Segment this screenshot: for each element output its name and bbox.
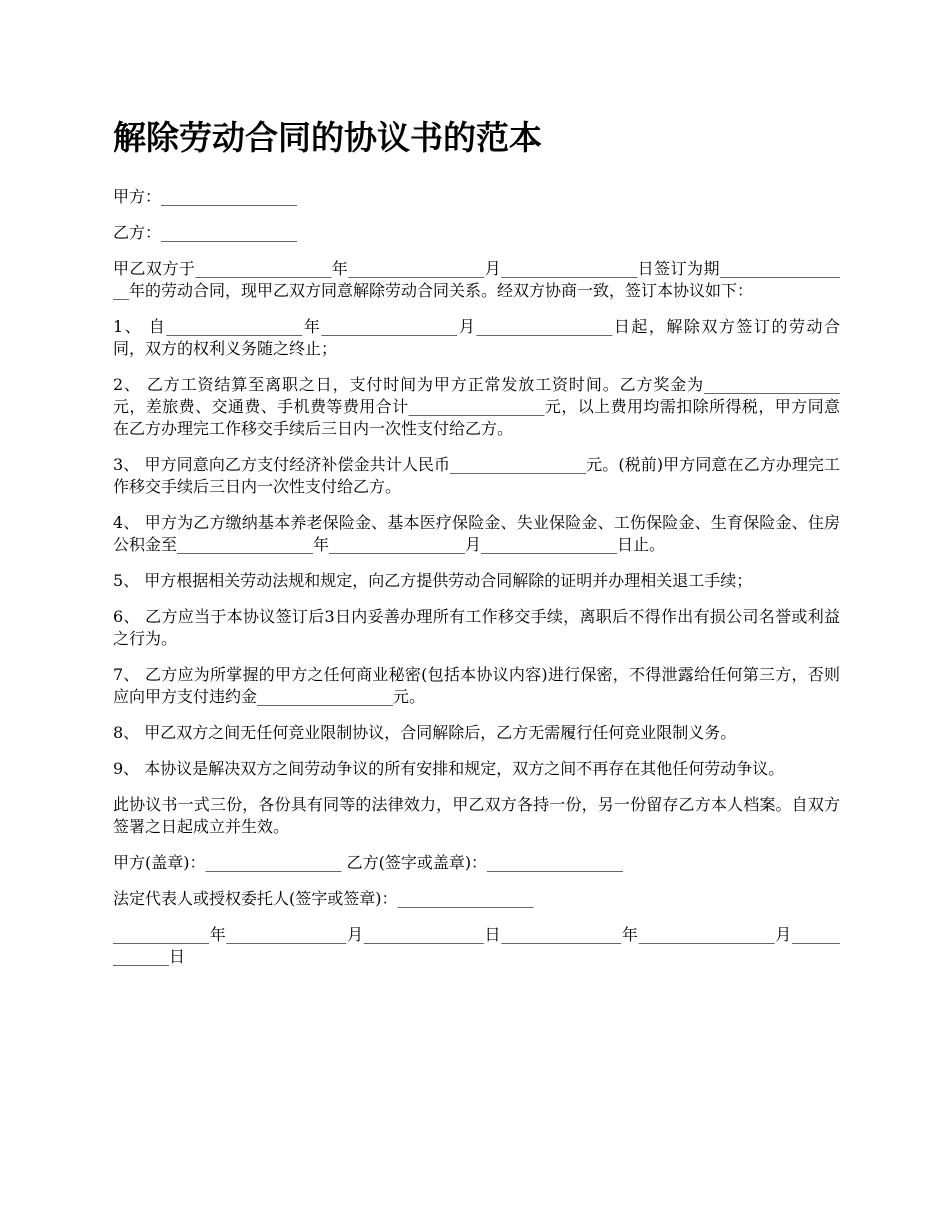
- clause-3: 3、 甲方同意向乙方支付经济补偿金共计人民币_________________元。(税前)甲方同意在乙方办理完工作移交手续后三日内一次性支付给乙方。: [113, 455, 840, 496]
- clause-7: 7、 乙方应为所掌握的甲方之任何商业秘密(包括本协议内容)进行保密，不得泄露给任何第三方，否则应向甲方支付违约金_________________元。: [113, 665, 840, 706]
- intro-paragraph: 甲乙双方于_________________年_________________月_________________日签订为期_________________年的劳动合同，现甲乙双方同意解除劳动合同关系。经双方协商一致，签订本协议如下：: [113, 259, 840, 300]
- clause-1: 1、 自_________________年_________________月_________________日起，解除双方签订的劳动合同，双方的权利义务随之终止；: [113, 317, 840, 358]
- date-line: ____________年_______________月_______________日_______________年_________________月_____________日: [113, 925, 840, 966]
- signature-line: 甲方(盖章)：_________________ 乙方(签字或盖章)：_________________: [113, 853, 624, 872]
- representative-line: 法定代表人或授权委托人(签字或签章)：_________________: [113, 889, 534, 908]
- clause-9: 9、 本协议是解决双方之间劳动争议的所有安排和规定，双方之间不再存在其他任何劳动争议。: [113, 759, 785, 778]
- document-title: 解除劳动合同的协议书的范本: [113, 118, 542, 157]
- clause-2: 2、 乙方工资结算至离职之日，支付时间为甲方正常发放工资时间。乙方奖金为_________________元，差旅费、交通费、手机费等费用合计_________________元，以上费用均需扣除所得税，甲方同意在乙方办理完工作移交手续后三日内一次性支付给乙方。: [113, 375, 840, 438]
- clause-4: 4、 甲方为乙方缴纳基本养老保险金、基本医疗保险金、失业保险金、工伤保险金、生育保险金、住房公积金至_________________年_________________月_________________日止。: [113, 513, 840, 554]
- clause-5: 5、 甲方根据相关劳动法规和规定，向乙方提供劳动合同解除的证明并办理相关退工手续；: [113, 571, 753, 590]
- clause-6: 6、 乙方应当于本协议签订后3日内妥善办理所有工作移交手续，离职后不得作出有损公司名誉或利益之行为。: [113, 607, 840, 648]
- party-a-line: 甲方：_________________: [113, 187, 298, 206]
- party-b-line: 乙方：_________________: [113, 223, 298, 242]
- clause-8: 8、 甲乙双方之间无任何竞业限制协议，合同解除后，乙方无需履行任何竞业限制义务。: [113, 723, 737, 742]
- closing-paragraph: 此协议书一式三份，各份具有同等的法律效力，甲乙双方各持一份，另一份留存乙方本人档案。自双方签署之日起成立并生效。: [113, 795, 840, 836]
- document-page: [113, 112, 840, 982]
